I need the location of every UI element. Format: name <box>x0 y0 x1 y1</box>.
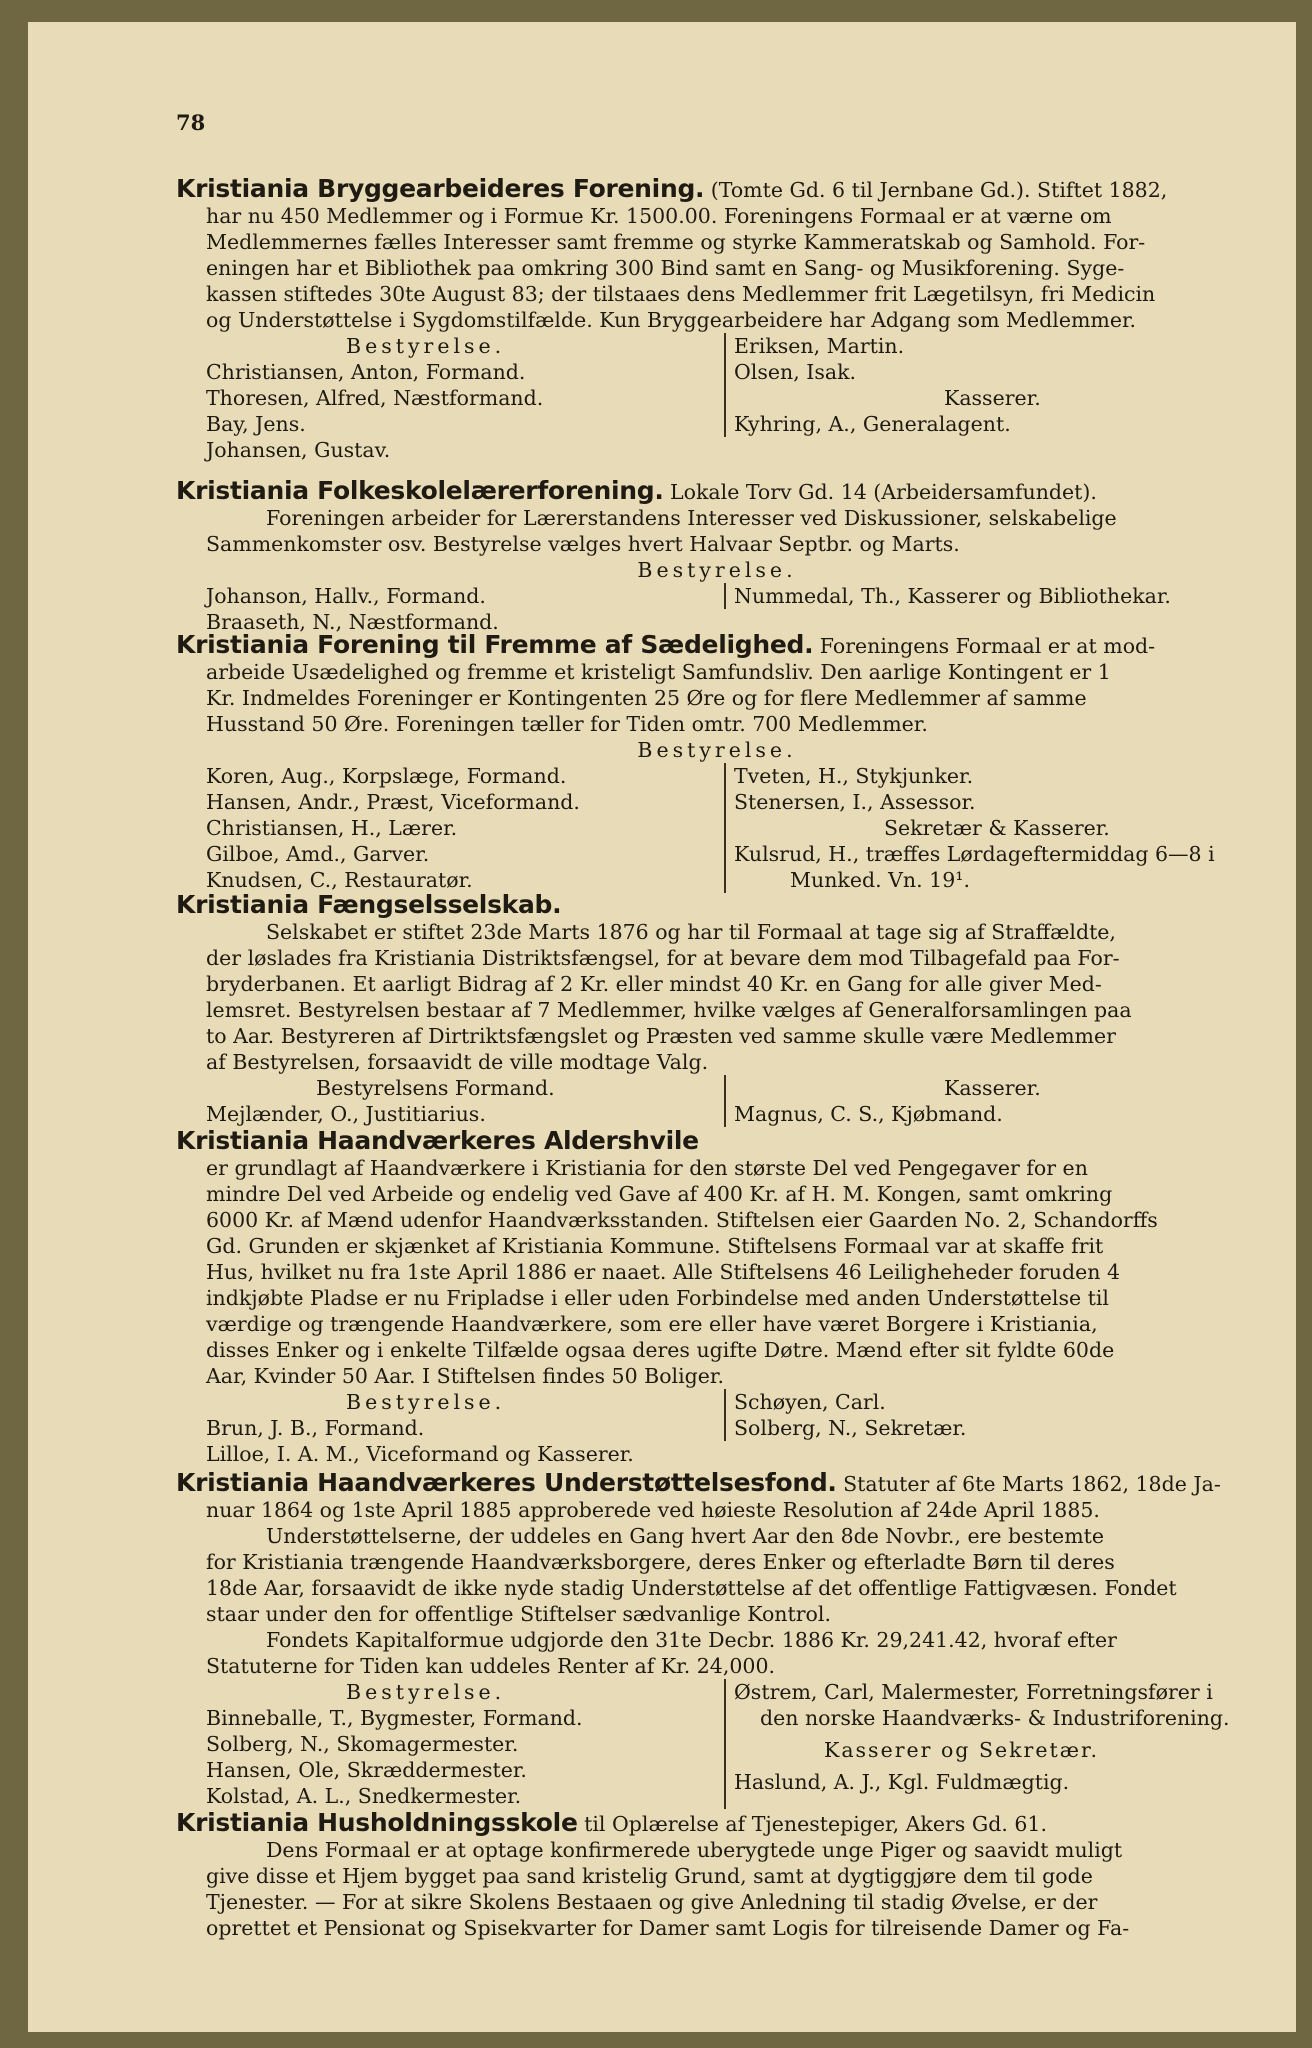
entry-text: Foreningen arbeider for Lærerstandens Interesser ved Diskussioner, selskabelige <box>266 506 1117 530</box>
entry-title: Kristiania Bryggearbeideres Forening. <box>176 174 705 203</box>
board-member: Olsen, Isak. <box>734 360 857 384</box>
board-member: Knudsen, C., Restauratør. <box>206 868 473 892</box>
entry-text: har nu 450 Medlemmer og i Formue Kr. 1500.00. Foreningens Formaal er at værne om <box>206 204 1112 228</box>
board-member: Bay, Jens. <box>206 412 306 436</box>
entry-aldershvile <box>176 1128 1258 1467</box>
board-member: Eriksen, Martin. <box>734 334 905 358</box>
board-role: Sekretær & Kasserer. <box>884 816 1110 840</box>
board-role: Kasserer. <box>944 1076 1041 1100</box>
entry-text: Statuter af 6te Marts 1862, 18de Ja- <box>836 1472 1221 1496</box>
entry-faengselsselskab <box>176 892 1258 1127</box>
entry-text: Aar, Kvinder 50 Aar. I Stiftelsen findes 50 Boliger. <box>206 1364 724 1388</box>
entry-text: Selskabet er stiftet 23de Marts 1876 og har til Formaal at tage sig af Straffældte, <box>266 920 1116 944</box>
entry-text: Tjenester. — For at sikre Skolens Bestaaen og give Anledning til stadig Øvelse, er der <box>206 1890 1098 1914</box>
board-member: Solberg, N., Sekretær. <box>734 1416 967 1440</box>
entry-title: Kristiania Haandværkeres Aldershvile <box>176 1126 699 1155</box>
board-member: den norske Haandværks- & Industriforening. <box>760 1706 1230 1730</box>
entry-text: indkjøbte Pladse er nu Fripladse i eller uden Forbindelse med anden Understøttelse til <box>206 1286 1109 1310</box>
board-list <box>206 1389 1258 1467</box>
board-member: Thoresen, Alfred, Næstformand. <box>206 386 544 410</box>
entry-text: Husstand 50 Øre. Foreningen tæller for Tiden omtr. 700 Medlemmer. <box>206 712 928 736</box>
board-list <box>206 583 1258 635</box>
entry-folkeskolelaerer <box>176 478 1258 635</box>
document-page <box>28 22 1296 2032</box>
board-member: Kyhring, A., Generalagent. <box>734 412 1011 436</box>
entry-text: Kr. Indmeldes Foreninger er Kontingenten 25 Øre og for flere Medlemmer af samme <box>206 686 1087 710</box>
entry-text: 18de Aar, forsaavidt de ikke nyde stadig Understøttelse af det offentlige Fattigvæsen. Fondet <box>206 1576 1177 1600</box>
entry-text: oprettet et Pensionat og Spisekvarter for Damer samt Logis for tilreisende Damer og Fa- <box>206 1916 1130 1940</box>
entry-text: Fondets Kapitalformue udgjorde den 31te Decbr. 1886 Kr. 29,241.42, hvoraf efter <box>266 1628 1117 1652</box>
board-member: Schøyen, Carl. <box>734 1390 886 1414</box>
board-member: Hansen, Andr., Præst, Viceformand. <box>206 790 580 814</box>
board-list <box>206 1679 1258 1809</box>
entry-text: Hus, hvilket nu fra 1ste April 1886 er naaet. Alle Stiftelsens 46 Leiligheheder foruden 4 <box>206 1260 1121 1284</box>
entry-husholdningsskole <box>176 1810 1258 1941</box>
entry-text: Lokale Torv Gd. 14 (Arbeidersamfundet). <box>663 480 1097 504</box>
board-list <box>206 763 1258 893</box>
entry-text: Sammenkomster osv. Bestyrelse vælges hvert Halvaar Septbr. og Marts. <box>206 532 960 556</box>
board-member: Mejlænder, O., Justitiarius. <box>206 1102 486 1126</box>
board-list <box>206 1075 1258 1127</box>
entry-text: Gd. Grunden er skjænket af Kristiania Kommune. Stiftelsens Formaal var at skaffe frit <box>206 1234 1104 1258</box>
entry-title: Kristiania Haandværkeres Understøttelsesfond. <box>176 1468 837 1497</box>
entry-text: værdige og trængende Haandværkere, som ere eller have været Borgere i Kristiania, <box>206 1312 1098 1336</box>
entry-title: Kristiania Fængselsselskab. <box>176 890 562 919</box>
entry-text: (Tomte Gd. 6 til Jernbane Gd.). Stiftet 1882, <box>704 178 1168 202</box>
board-member: Nummedal, Th., Kasserer og Bibliothekar. <box>734 584 1171 608</box>
entry-text: nuar 1864 og 1ste April 1885 approberede ved høieste Resolution af 24de April 1885. <box>206 1498 1100 1522</box>
board-member: Gilboe, Amd., Garver. <box>206 842 430 866</box>
entry-title: Kristiania Husholdningsskole <box>176 1808 578 1837</box>
entry-text: give disse et Hjem bygget paa sand kristelig Grund, samt at dygtiggjøre dem til gode <box>206 1864 1093 1888</box>
entry-text: eningen har et Bibliothek paa omkring 300 Bind samt en Sang- og Musikforening. Syge- <box>206 256 1125 280</box>
entry-text: mindre Del ved Arbeide og endelig ved Gave af 400 Kr. af H. M. Kongen, samt omkring <box>206 1182 1113 1206</box>
entry-understoettelsesfond <box>176 1470 1258 1809</box>
board-member: Tveten, H., Stykjunker. <box>734 764 974 788</box>
board-member: Brun, J. B., Formand. <box>206 1416 425 1440</box>
page-number: 78 <box>176 110 206 135</box>
entry-text: og Understøttelse i Sygdomstilfælde. Kun Bryggearbeidere har Adgang som Medlemmer. <box>206 308 1137 332</box>
board-heading: Bestyrelse. <box>346 1390 506 1414</box>
entry-text: lemsret. Bestyrelsen bestaar af 7 Medlemmer, hvilke vælges af Generalforsamlingen paa <box>206 998 1132 1022</box>
entry-text: til Oplærelse af Tjenestepiger, Akers Gd. 61. <box>577 1812 1047 1836</box>
board-heading: Bestyrelse. <box>637 558 797 582</box>
board-member: Stenersen, I., Assessor. <box>734 790 976 814</box>
entry-text: to Aar. Bestyreren af Dirtriktsfængslet og Præsten ved samme skulle være Medlemmer <box>206 1024 1116 1048</box>
board-member: Johanson, Hallv., Formand. <box>206 584 486 608</box>
entry-text: bryderbanen. Et aarligt Bidrag af 2 Kr. eller mindst 40 Kr. en Gang for alle giver Med- <box>206 972 1102 996</box>
entry-text: kassen stiftedes 30te August 83; der tilstaaes dens Medlemmer frit Lægetilsyn, fri Medicin <box>206 282 1156 306</box>
board-member: Christiansen, Anton, Formand. <box>206 360 526 384</box>
board-member: Lilloe, I. A. M., Viceformand og Kasserer. <box>206 1442 634 1466</box>
entry-text: Dens Formaal er at optage konfirmerede uberygtede unge Piger og saavidt muligt <box>266 1838 1123 1862</box>
board-heading: Bestyrelse. <box>346 334 506 358</box>
board-heading: Bestyrelse. <box>346 1680 506 1704</box>
entry-text: 6000 Kr. af Mænd udenfor Haandværksstanden. Stiftelsen eier Gaarden No. 2, Schandorffs <box>206 1208 1158 1232</box>
entry-text: Foreningens Formaal er at mod- <box>813 634 1156 658</box>
entry-text: Medlemmernes fælles Interesser samt fremme og styrke Kammeratskab og Samhold. For- <box>206 230 1146 254</box>
entry-text: Statuterne for Tiden kan uddeles Renter af Kr. 24,000. <box>206 1654 776 1678</box>
board-member: Solberg, N., Skomagermester. <box>206 1732 519 1756</box>
board-heading: Bestyrelse. <box>637 738 797 762</box>
board-role: Bestyrelsens Formand. <box>316 1076 555 1100</box>
board-member: Hansen, Ole, Skræddermester. <box>206 1758 527 1782</box>
entry-title: Kristiania Folkeskolelærerforening. <box>176 476 664 505</box>
board-member: Munked. Vn. 19¹. <box>790 868 970 892</box>
entry-saedelighed <box>176 632 1258 893</box>
board-member: Kolstad, A. L., Snedkermester. <box>206 1784 522 1808</box>
board-member: Koren, Aug., Korpslæge, Formand. <box>206 764 567 788</box>
entry-text: for Kristiania trængende Haandværksborgere, deres Enker og efterladte Børn til deres <box>206 1550 1115 1574</box>
entry-text: staar under den for offentlige Stiftelser sædvanlige Kontrol. <box>206 1602 831 1626</box>
entry-text: er grundlagt af Haandværkere i Kristiania for den største Del ved Pengegaver for en <box>206 1156 1088 1180</box>
board-list <box>206 333 1258 463</box>
entry-bryggearbeideres <box>176 176 1258 463</box>
board-member: Kulsrud, H., træffes Lørdageftermiddag 6—8 i <box>734 842 1215 866</box>
board-member: Johansen, Gustav. <box>206 438 391 462</box>
board-role: Kasserer. <box>944 386 1041 410</box>
board-member: Binneballe, T., Bygmester, Formand. <box>206 1706 583 1730</box>
entry-text: af Bestyrelsen, forsaavidt de ville modtage Valg. <box>206 1050 709 1074</box>
board-member: Østrem, Carl, Malermester, Forretningsfører i <box>734 1680 1213 1704</box>
entry-text: disses Enker og i enkelte Tilfælde ogsaa deres ugifte Døtre. Mænd efter sit fyldte 60de <box>206 1338 1115 1362</box>
entry-text: Understøttelserne, der uddeles en Gang hvert Aar den 8de Novbr., ere bestemte <box>266 1524 1104 1548</box>
board-member: Christiansen, H., Lærer. <box>206 816 458 840</box>
board-member: Haslund, A. J., Kgl. Fuldmægtig. <box>734 1770 1070 1794</box>
entry-text: arbeide Usædelighed og fremme et kristeligt Samfundsliv. Den aarlige Kontingent er 1 <box>206 660 1111 684</box>
board-role: Kasserer og Sekretær. <box>824 1738 1100 1762</box>
entry-title: Kristiania Forening til Fremme af Sædelighed. <box>176 630 814 659</box>
board-member: Braaseth, N., Næstformand. <box>206 610 499 634</box>
board-member: Magnus, C. S., Kjøbmand. <box>734 1102 1003 1126</box>
entry-text: der løslades fra Kristiania Distriktsfængsel, for at bevare dem mod Tilbagefald paa For- <box>206 946 1120 970</box>
